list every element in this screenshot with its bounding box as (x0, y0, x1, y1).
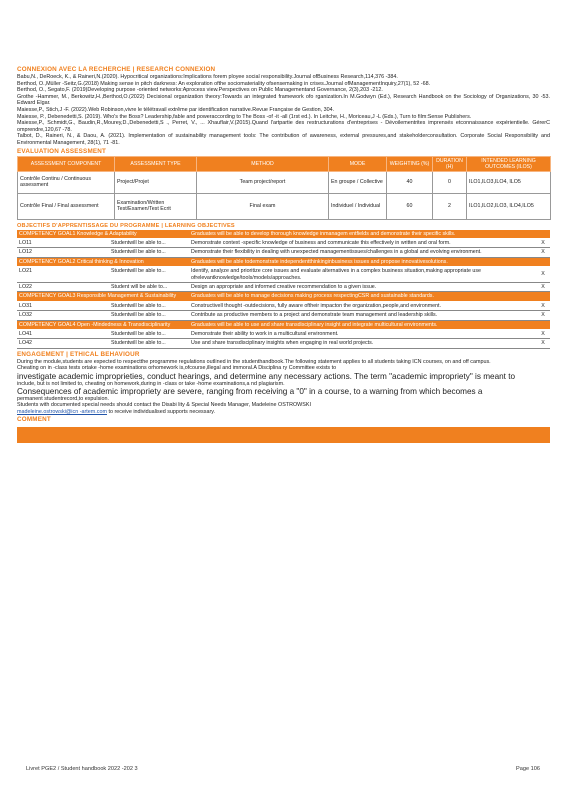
outcome-label: Studentwill be able to... (109, 311, 189, 320)
goal-text: Graduates will be able to use and share transdisciplinary insight and integrate multicultural environments. (189, 320, 550, 329)
outcome-code: LO32 (17, 311, 109, 320)
outcome-label: Studentwill be able to... (109, 238, 189, 247)
ethics-section (17, 359, 550, 415)
cell-method: Final exam (197, 193, 329, 219)
goal-title: COMPETENCY GOAL4 Open -Mindedness & Transdisciplinarity (17, 320, 189, 329)
goal-title: COMPETENCY GOAL3 Responsible Management & Sustainability (17, 292, 189, 301)
cell-mode: En groupe / Collective (329, 171, 387, 193)
outcome-row (17, 238, 550, 247)
assessment-row (18, 193, 551, 219)
outcome-mark: X (536, 301, 550, 310)
reference-item: Maiesse,P., Schmidt,G., Baudin,R.,Mourey,D.,Debenedetti,S ., Perret, V., ... Xhauflair,V.(2015).Quand l'artpartie des restructurations d'entreprises - Dévoilementrites imprensés etconnaissance expérientielle. GérerC omprendre,120,67 -78. (17, 120, 550, 133)
outcome-code: LO12 (17, 248, 109, 257)
objectives-heading: OBJECTIFS D'APPRENTISSAGE DU PROGRAMME | LEARNING OBJECTIVES (17, 222, 235, 229)
cell-weighting: 60 (387, 193, 433, 219)
reference-item: Babu,N., DeRoeck, K., & Raineri,N.(2020). Hypocritical organizations:Implications forem ployee social responsibility.Journal ofBusiness Research,114,376 -384. (17, 74, 398, 80)
outcome-text: Use and share transdisciplinary insights when engaging in real world projects. (189, 339, 536, 348)
outcome-row (17, 248, 550, 257)
assessment-row (18, 171, 551, 193)
col-header: MODE (329, 156, 387, 171)
competency-goal-row (17, 230, 550, 239)
outcome-text: Demonstrate context -specific knowledge of business and communicate this effectively in written and oral form. (189, 238, 536, 247)
comment-heading: COMMENT (17, 416, 51, 424)
reference-item: Berthod, O., Segato,F. (2019)Developing purpose -oriented networks:Aprocess view.Perspectives on Public Managementand Governance, 2(3),203 -212. (17, 87, 383, 94)
cell-duration: 0 (433, 171, 467, 193)
outcome-code: LO42 (17, 339, 109, 348)
outcome-row (17, 311, 550, 320)
reference-item: Berthod, O.,Müller -Seitz,G.(2018) Making sense in pitch darkness: An exploration ofthe sociomateriality ofsensemaking in crises.Journal ofManagementInquiry,27(1), 52 -68. (17, 80, 431, 87)
cell-component: Contrôle Continu / Continuous assessment (18, 171, 115, 193)
outcome-code: LO22 (17, 282, 109, 291)
outcome-text: Constructivell thought -outdecisions, fully aware oftheir impacton the organization,people,and environment. (189, 301, 536, 310)
outcome-mark: X (536, 248, 550, 257)
competency-goal-row (17, 292, 550, 301)
research-heading: CONNEXION AVEC LA RECHERCHE | RESEARCH CONNEXION (17, 66, 216, 73)
outcome-mark: X (536, 238, 550, 247)
outcome-text: Demonstrate their ability to work in a multicultural environment. (189, 330, 536, 339)
ethics-heading: ENGAGEMENT | ETHICAL BEHAVIOUR (17, 350, 140, 358)
cell-ilos: ILO1,ILO3,ILO4, ILO5 (467, 171, 551, 193)
reference-item: Talbot, D., Raineri, N., & Daou, A. (2021). Implementation of sustainability management tools: The contribution of awareness, external pressures,and stakeholderconsultation. Corporate Social Responsibility and Environmental Management, 28(1), 71 -81. (17, 133, 550, 146)
ethics-paragraph: During the module,students are expected to respectthe programme regulations outlined in the studenthandbook.The following statement applies to all students taking ICN courses, on and off campus. (17, 358, 491, 365)
outcome-code: LO21 (17, 267, 109, 283)
ethics-paragraph: investigate academic improprieties, conduct hearings, and determine any necessary actions. The term "academic impropriety" is meant to (17, 371, 516, 381)
cell-type: Project/Projet (115, 171, 197, 193)
ethics-paragraph: Consequences of academic impropriety are severe, ranging from receiving a "0" in a course, to a warning from which becomes a (17, 387, 483, 397)
reference-item: Grothe -Hammer, M., Berkowitz,H.,Berthod,O.(2022) Decisional organization theory:Towards an integrated framework ofo rganization.In M.Godwyn (Ed.), Research Handbook on the Sociology of Organizations, 30 -53. Edward Elgar. (17, 93, 550, 107)
page-footer (26, 766, 540, 772)
cell-weighting: 40 (387, 171, 433, 193)
outcome-row (17, 282, 550, 291)
cell-method: Team project/report (197, 171, 329, 193)
goal-title: COMPETENCY GOAL1 Knowledge & Adaptability (17, 230, 189, 239)
col-header: ASSESSMENT COMPONENT (18, 156, 115, 171)
outcome-code: LO11 (17, 238, 109, 247)
outcome-mark: X (536, 330, 550, 339)
cell-component: Contrôle Final / Final assessment (18, 193, 115, 219)
cell-mode: Individuel / Individual (329, 193, 387, 219)
page (17, 66, 550, 443)
outcome-label: Studentwill be able to... (109, 248, 189, 257)
outcome-mark: X (536, 267, 550, 283)
footer-handbook-label: Livret PGE2 / Student handbook 2022 -202 3 (26, 766, 138, 772)
outcome-mark: X (536, 339, 550, 348)
col-header: DURATION (H) (433, 156, 467, 171)
outcome-label: Studentwill be able to... (109, 301, 189, 310)
ethics-paragraph (17, 409, 550, 415)
outcome-text: Contribute as productive members to a project and demonstrate team management and leadership skills. (189, 311, 536, 320)
outcome-mark: X (536, 311, 550, 320)
outcome-code: LO41 (17, 330, 109, 339)
col-header: INTENDED LEARNING OUTCOMES (ILOS) (467, 156, 551, 171)
outcome-text: Identify, analyze and prioritize core issues and evaluate alternatives in a complex business situation,making appropriate use ofrelevantknowledge/tools/models/approaches. (189, 267, 536, 283)
contact-email-link[interactable]: madeleine.ostrowski@icn -artem.com (17, 408, 107, 415)
goal-title: COMPETENCY GOAL2 Critical thinking & Innovation (17, 257, 189, 266)
outcome-label: Student will be able to... (109, 282, 189, 291)
reference-list (17, 74, 550, 147)
outcome-code: LO31 (17, 301, 109, 310)
col-header: METHOD (197, 156, 329, 171)
evaluation-heading: EVALUATION ASSESSMENT (17, 147, 107, 155)
reference-item: Maiesse,P., Stich,J -F. (2022).Web Robinson,vivre le télétravail extrême par identification narrative.Revue Française de Gestion, 304. (17, 106, 335, 113)
reference-item: Maiesse, P., Debenedetti,S. (2019). Who's the Boss? Leadership,fable and poweraccording to The Boss -of -it -all (1rst ed.). In Leitche, H., Moriceau,J -L (Eds.), Turn to film:Sense Publishers. (17, 113, 472, 120)
outcome-label: Studentwill be able to... (109, 267, 189, 283)
ethics-paragraph: Cheating on in -class tests ortake -home examinations orhomework is,ofcourse,illegal and immoral.A Disciplina ry Committee exists to (17, 365, 337, 372)
cell-type: Examination/Written Test/Examen/Test Ecrit (115, 193, 197, 219)
cell-ilos: ILO1,ILO2,ILO3, ILO4,ILO5 (467, 193, 551, 219)
outcome-label: Studentwill be able to... (109, 339, 189, 348)
cell-duration: 2 (433, 193, 467, 219)
goal-text: Graduates will be able todemonstrate independentthinkinginbusiness issues and propose innovativesolutions. (189, 257, 550, 266)
competency-goal-row (17, 257, 550, 266)
assessment-header-row (18, 156, 551, 171)
footer-page-number: Page 106 (516, 766, 540, 772)
goal-text: Graduates will be able to manage decisions making process respectingCSR and sustainable standards. (189, 292, 550, 301)
outcome-row (17, 330, 550, 339)
outcome-text: Demonstrate their flexibility in dealing with unexpected managementissues/challenges in a global and evolving environment. (189, 248, 536, 257)
comment-box (17, 425, 550, 443)
ethics-paragraph: permanent studentrecord,to expulsion. (17, 396, 109, 403)
outcome-row (17, 267, 550, 283)
outcome-mark: X (536, 282, 550, 291)
learning-objectives-table (17, 230, 550, 349)
col-header: WEIGHTING (%) (387, 156, 433, 171)
col-header: ASSESSMENT TYPE (115, 156, 197, 171)
ethics-paragraph: include, but is not limited to, cheating on homework,during in -class or take -home examinations,a nd plagiarism. (17, 380, 285, 387)
outcome-row (17, 301, 550, 310)
goal-text: Graduates will be able to develop thorough knowledge inmanagem entfields and demonstrate their specific skills. (189, 230, 550, 239)
outcome-text: Design an appropriate and informed creative recommendation to a given issue. (189, 282, 536, 291)
ethics-paragraph: Students with documented special needs should contact the Disabi lity & Special Needs Manager, Madeleine OSTROWSKI (17, 402, 311, 409)
assessment-table (17, 156, 551, 220)
outcome-row (17, 339, 550, 348)
competency-goal-row (17, 320, 550, 329)
ethics-text: to receive individualised supports necessary. (108, 408, 216, 415)
outcome-label: Studentwill be able to... (109, 330, 189, 339)
